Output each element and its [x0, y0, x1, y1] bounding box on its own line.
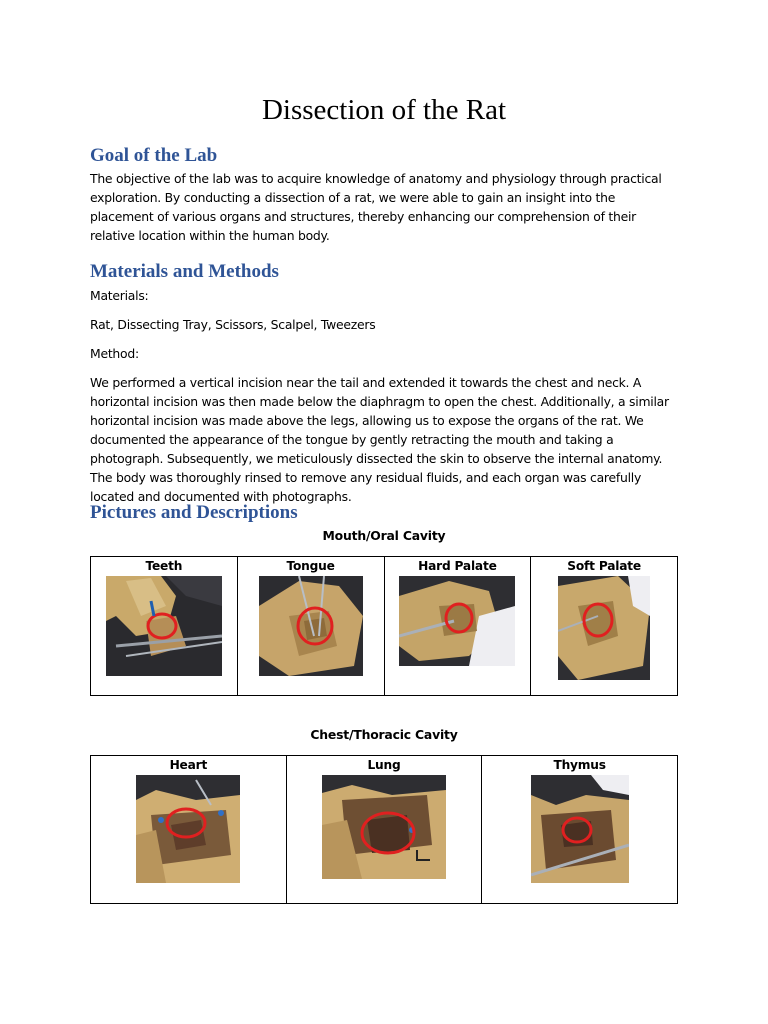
tongue-cell — [237, 557, 384, 696]
soft-palate-photo — [558, 576, 650, 680]
teeth-photo — [106, 576, 222, 676]
goal-paragraph: The objective of the lab was to acquire knowledge of anatomy and physiology through practical exploration. By conducting a dissection of a rat, we were able to gain an insight into the placement of various organs and structures, thereby enhancing our comprehension of their relative location within the human body. — [90, 171, 662, 243]
goal-heading: Goal of the Lab — [90, 145, 218, 166]
thymus-photo — [531, 775, 629, 883]
pictures-heading: Pictures and Descriptions — [90, 502, 298, 523]
lung-photo — [322, 775, 446, 879]
thymus-label: Thymus — [553, 758, 606, 772]
materials-label: Materials: — [90, 288, 149, 303]
hard-palate-photo — [399, 576, 515, 666]
hard-palate-cell — [384, 557, 531, 696]
mouth-caption: Mouth/Oral Cavity — [322, 528, 446, 543]
chest-photo-table — [90, 755, 678, 904]
teeth-cell — [91, 557, 238, 696]
hard-palate-label: Hard Palate — [418, 559, 497, 573]
tongue-label: Tongue — [286, 559, 335, 573]
document-title: Dissection of the Rat — [261, 94, 507, 126]
heart-label: Heart — [169, 758, 208, 772]
mouth-photo-table — [90, 556, 678, 696]
soft-palate-label: Soft Palate — [567, 559, 641, 573]
tongue-photo — [259, 576, 363, 676]
method-paragraph: We performed a vertical incision near the tail and extended it towards the chest and neck. A horizontal incision was then made below the diaphragm to open the chest. Additionally, a similar horizontal incision was made above the legs, allowing us to expose the organs of the rat. We documented the appearance of the tongue by gently retracting the mouth and taking a photograph. Subsequently, we meticulously dissected the skin to observe the internal anatomy. The body was thoroughly rinsed to remove any residual fluids, and each organ was carefully located and documented with photographs. — [90, 375, 669, 504]
lung-label: Lung — [367, 758, 401, 772]
soft-palate-cell — [531, 557, 678, 696]
teeth-label: Teeth — [145, 559, 183, 573]
materials-methods-heading: Materials and Methods — [90, 261, 279, 282]
thymus-cell — [482, 756, 678, 904]
materials-list: Rat, Dissecting Tray, Scissors, Scalpel, Tweezers — [90, 317, 376, 332]
heart-cell — [91, 756, 287, 904]
lung-cell — [286, 756, 482, 904]
chest-caption: Chest/Thoracic Cavity — [310, 727, 458, 742]
heart-photo — [136, 775, 240, 883]
method-label: Method: — [90, 346, 139, 361]
